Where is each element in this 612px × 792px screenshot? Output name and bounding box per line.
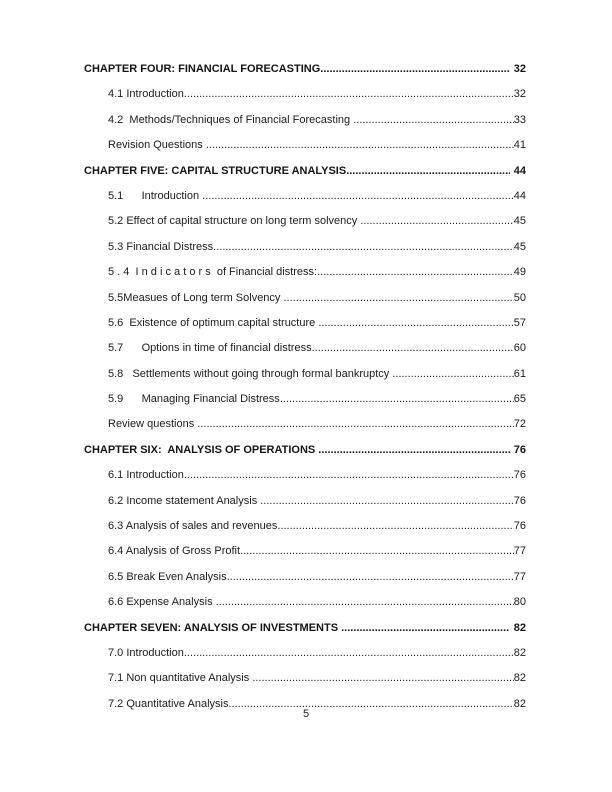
toc-entry-page: 82 — [513, 621, 526, 634]
toc-row — [84, 235, 526, 260]
toc-entry-label: 6.6 Expense Analysis — [108, 596, 216, 609]
toc-entry-page: 61 — [513, 367, 526, 380]
toc-row — [84, 616, 526, 641]
toc-entry-label: 7.2 Quantitative Analysis — [108, 697, 229, 710]
toc-entry-page: 76 — [513, 520, 526, 533]
dot-leader — [318, 311, 513, 336]
toc-entry-label: 6.4 Analysis of Gross Profit — [108, 545, 241, 558]
toc-entry-page: 45 — [513, 240, 526, 253]
toc-entry-label: 5.6 Existence of optimum capital structure — [108, 316, 319, 329]
dot-leader — [252, 666, 513, 691]
toc-entry-label: 6.1 Introduction — [108, 469, 184, 482]
toc-row — [84, 108, 526, 133]
toc-entry-label: 6.2 Income statement Analysis — [108, 494, 261, 507]
toc-row — [84, 539, 526, 564]
toc-row — [84, 209, 526, 234]
toc-entry-label: 7.1 Non quantitative Analysis — [108, 672, 253, 685]
toc-row — [84, 184, 526, 209]
toc-row — [84, 57, 526, 82]
toc-row — [84, 286, 526, 311]
toc-entry-page: 57 — [513, 316, 526, 329]
dot-leader — [213, 235, 514, 260]
dot-leader — [318, 438, 509, 463]
toc-entry-page: 76 — [513, 494, 526, 507]
toc-entry-label: 4.2 Methods/Techniques of Financial Forecasting — [108, 113, 354, 126]
toc-row — [84, 133, 526, 158]
dot-leader — [317, 260, 514, 285]
toc-entry-label: 6.5 Break Even Analysis — [108, 570, 227, 583]
toc-entry-label: CHAPTER SIX: ANALYSIS OF OPERATIONS — [84, 443, 319, 456]
toc-entry-page: 76 — [513, 469, 526, 482]
toc-entry-page: 50 — [513, 291, 526, 304]
toc-entry-page: 82 — [513, 697, 526, 710]
toc-row — [84, 362, 526, 387]
dot-leader — [197, 412, 513, 437]
toc-entry-label: 5.3 Financial Distress — [108, 240, 214, 253]
toc-entry-page: 77 — [513, 570, 526, 583]
dot-leader — [283, 286, 513, 311]
footer-page-number: 5 — [302, 708, 310, 720]
toc-entry-label: 5.5Measues of Long term Solvency — [108, 291, 284, 304]
toc-row — [84, 159, 526, 184]
toc-entry-page: 32 — [513, 88, 526, 101]
toc-entry-label: 5 . 4 I n d i c a t o r s of Financial distress: — [108, 266, 318, 279]
toc-entry-page: 80 — [513, 596, 526, 609]
dot-leader — [346, 159, 510, 184]
toc-entry-label: CHAPTER SEVEN: ANALYSIS OF INVESTMENTS — [84, 621, 342, 634]
dot-leader — [341, 616, 510, 641]
dot-leader — [216, 590, 514, 615]
toc-entry-page: 44 — [513, 164, 526, 177]
toc-entry-label: 5.1 Introduction — [108, 189, 203, 202]
toc-row — [84, 641, 526, 666]
dot-leader — [202, 184, 514, 209]
toc-row — [84, 260, 526, 285]
dot-leader — [184, 463, 514, 488]
toc-entry-page: 82 — [513, 646, 526, 659]
toc-entry-page: 49 — [513, 266, 526, 279]
dot-leader — [184, 82, 514, 107]
toc-row — [84, 666, 526, 691]
toc-row — [84, 412, 526, 437]
toc-entry-label: 5.7 Options in time of financial distress. — [108, 342, 315, 355]
toc-row — [84, 311, 526, 336]
dot-leader — [277, 514, 513, 539]
dot-leader — [353, 108, 514, 133]
dot-leader — [280, 387, 514, 412]
toc-entry-page: 65 — [513, 393, 526, 406]
toc-row — [84, 565, 526, 590]
dot-leader — [260, 489, 514, 514]
dot-leader — [240, 539, 514, 564]
toc-entry-page: 76 — [513, 443, 526, 456]
dot-leader — [206, 133, 514, 158]
toc-row — [84, 463, 526, 488]
toc-row — [84, 82, 526, 107]
toc — [84, 57, 526, 717]
toc-row — [84, 438, 526, 463]
toc-entry-label: 5.8 Settlements without going through formal bankruptcy — [108, 367, 393, 380]
toc-row — [84, 336, 526, 361]
dot-leader — [184, 641, 514, 666]
toc-entry-page: 44 — [513, 189, 526, 202]
dot-leader — [360, 209, 513, 234]
toc-entry-page: 41 — [513, 139, 526, 152]
toc-entry-label: CHAPTER FOUR: FINANCIAL FORECASTING — [84, 63, 321, 75]
toc-entry-page: 72 — [513, 418, 526, 431]
toc-entry-page: 82 — [513, 672, 526, 685]
toc-entry-label: Revision Questions — [108, 139, 206, 152]
dot-leader — [392, 362, 513, 387]
toc-entry-label: CHAPTER FIVE: CAPITAL STRUCTURE ANALYSIS — [84, 164, 347, 177]
toc-entry-page: 33 — [513, 113, 526, 126]
toc-row — [84, 590, 526, 615]
toc-entry-label: 4.1 Introduction — [108, 88, 184, 101]
toc-entry-page: 77 — [513, 545, 526, 558]
toc-entry-label: 5.2 Effect of capital structure on long term solvency — [108, 215, 361, 228]
toc-row — [84, 387, 526, 412]
toc-entry-label: 5.9 Managing Financial Distress — [108, 393, 280, 406]
dot-leader — [227, 565, 514, 590]
toc-entry-label: 7.0 Introduction — [108, 646, 184, 659]
toc-entry-label: Review questions — [108, 418, 198, 431]
toc-entry-page: 45 — [513, 215, 526, 228]
toc-entry-page: 60 — [513, 342, 526, 355]
dot-leader — [315, 336, 514, 361]
toc-row — [84, 514, 526, 539]
toc-row — [84, 489, 526, 514]
toc-entry-page: 32 — [513, 63, 526, 75]
toc-entry-label: 6.3 Analysis of sales and revenues — [108, 520, 278, 533]
dot-leader — [320, 57, 509, 82]
